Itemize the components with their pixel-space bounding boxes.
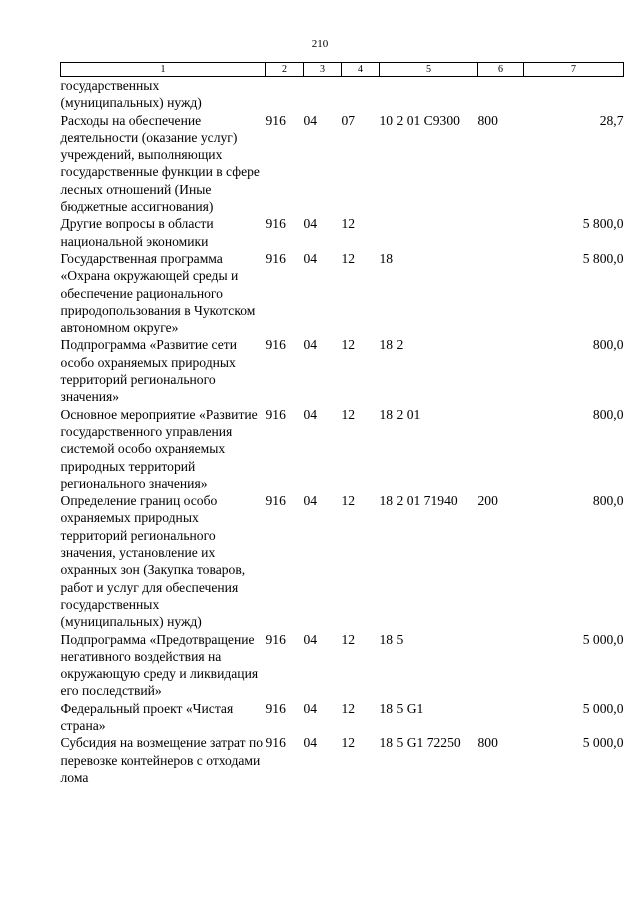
cell-amount: 5 800,0 bbox=[582, 250, 624, 266]
cell-section: 04 bbox=[303, 631, 318, 647]
header-col-7: 7 bbox=[524, 63, 624, 77]
cell-target-article bbox=[380, 215, 478, 250]
cell-amount: 800,0 bbox=[592, 337, 624, 353]
table-row bbox=[61, 631, 624, 700]
cell-department bbox=[266, 77, 304, 112]
cell-expense-type: 800 bbox=[477, 735, 498, 751]
cell-name: Подпрограмма «Развитие сети особо охраняемых природных территорий регионального значения» bbox=[60, 337, 238, 405]
cell-section: 04 bbox=[303, 493, 318, 509]
cell-amount bbox=[524, 77, 624, 112]
cell-subsection: 12 bbox=[341, 250, 356, 266]
cell-department: 916 bbox=[265, 735, 286, 751]
cell-target-article: 18 5 G1 bbox=[379, 700, 424, 716]
cell-department: 916 bbox=[265, 700, 286, 716]
cell-subsection: 12 bbox=[341, 700, 356, 716]
cell-expense-type bbox=[478, 215, 524, 250]
cell-section: 04 bbox=[303, 337, 318, 353]
table-row bbox=[61, 700, 624, 735]
cell-section: 04 bbox=[303, 112, 318, 128]
cell-expense-type bbox=[478, 77, 524, 112]
table-row bbox=[61, 215, 624, 250]
cell-name: Основное мероприятие «Развитие государственного управления системой особо охраняемых природных территорий регионального значения» bbox=[60, 406, 258, 491]
cell-amount: 5 000,0 bbox=[582, 631, 624, 647]
cell-name: Расходы на обеспечение деятельности (оказание услуг) учреждений, выполняющих государственные функции в сфере лесных отношений (Иные бюджетные ассигнования) bbox=[60, 112, 260, 215]
cell-target-article: 18 2 01 71940 bbox=[379, 493, 458, 509]
cell-expense-type bbox=[478, 336, 524, 405]
cell-department: 916 bbox=[265, 112, 286, 128]
cell-subsection: 12 bbox=[341, 735, 356, 751]
cell-target-article bbox=[380, 77, 478, 112]
header-col-5: 5 bbox=[380, 63, 478, 77]
cell-section: 04 bbox=[303, 700, 318, 716]
cell-department: 916 bbox=[265, 406, 286, 422]
cell-target-article: 18 2 bbox=[379, 337, 404, 353]
cell-department: 916 bbox=[265, 631, 286, 647]
budget-table bbox=[60, 62, 624, 786]
cell-subsection: 07 bbox=[341, 112, 356, 128]
cell-department: 916 bbox=[265, 337, 286, 353]
cell-amount: 800,0 bbox=[592, 406, 624, 422]
cell-section: 04 bbox=[303, 250, 318, 266]
cell-target-article: 18 5 bbox=[379, 631, 404, 647]
header-col-4: 4 bbox=[342, 63, 380, 77]
cell-expense-type bbox=[478, 631, 524, 700]
cell-section: 04 bbox=[303, 406, 318, 422]
cell-name: Субсидия на возмещение затрат по перевозке контейнеров с отходами лома bbox=[60, 735, 264, 785]
cell-section: 04 bbox=[303, 216, 318, 232]
cell-target-article: 18 5 G1 72250 bbox=[379, 735, 461, 751]
cell-name: Подпрограмма «Предотвращение негативного воздействия на окружающую среду и ликвидация его последствий» bbox=[60, 631, 259, 699]
cell-department: 916 bbox=[265, 493, 286, 509]
cell-department: 916 bbox=[265, 216, 286, 232]
cell-name: Федеральный проект «Чистая страна» bbox=[60, 700, 234, 733]
table-row bbox=[61, 250, 624, 336]
page-number: 210 bbox=[311, 38, 329, 50]
cell-name: Другие вопросы в области национальной экономики bbox=[60, 216, 214, 249]
cell-name: Государственная программа «Охрана окружающей среды и обеспечение рационального природопользования в Чукотском автономном округе» bbox=[60, 250, 256, 336]
cell-amount: 5 800,0 bbox=[582, 216, 624, 232]
cell-target-article: 18 bbox=[379, 250, 394, 266]
cell-section: 04 bbox=[303, 735, 318, 751]
header-col-6: 6 bbox=[478, 63, 524, 77]
table-row bbox=[61, 77, 624, 112]
cell-name: государственных (муниципальных) нужд) bbox=[60, 78, 202, 111]
cell-amount: 5 000,0 bbox=[582, 735, 624, 751]
cell-expense-type bbox=[478, 406, 524, 492]
cell-department: 916 bbox=[265, 250, 286, 266]
table-row bbox=[61, 112, 624, 216]
cell-expense-type bbox=[478, 250, 524, 336]
cell-subsection bbox=[342, 77, 380, 112]
cell-target-article: 10 2 01 С9300 bbox=[379, 112, 460, 128]
table-row bbox=[61, 734, 624, 786]
cell-subsection: 12 bbox=[341, 493, 356, 509]
cell-expense-type bbox=[478, 700, 524, 735]
table-row bbox=[61, 336, 624, 405]
header-col-2: 2 bbox=[266, 63, 304, 77]
table-row bbox=[61, 406, 624, 492]
cell-subsection: 12 bbox=[341, 337, 356, 353]
cell-subsection: 12 bbox=[341, 216, 356, 232]
header-col-1: 1 bbox=[61, 63, 266, 77]
cell-amount: 28,7 bbox=[599, 112, 624, 128]
cell-amount: 800,0 bbox=[592, 493, 624, 509]
cell-name: Определение границ особо охраняемых природных территорий регионального значения, установление их охранных зон (Закупка товаров, работ и услуг для обеспечения государственных (муниципальных) нужд) bbox=[60, 493, 246, 630]
cell-subsection: 12 bbox=[341, 631, 356, 647]
cell-target-article: 18 2 01 bbox=[379, 406, 421, 422]
cell-expense-type: 200 bbox=[477, 493, 498, 509]
cell-expense-type: 800 bbox=[477, 112, 498, 128]
table-row bbox=[61, 492, 624, 630]
cell-amount: 5 000,0 bbox=[582, 700, 624, 716]
cell-section bbox=[304, 77, 342, 112]
table-header-row bbox=[61, 63, 624, 77]
cell-subsection: 12 bbox=[341, 406, 356, 422]
header-col-3: 3 bbox=[304, 63, 342, 77]
